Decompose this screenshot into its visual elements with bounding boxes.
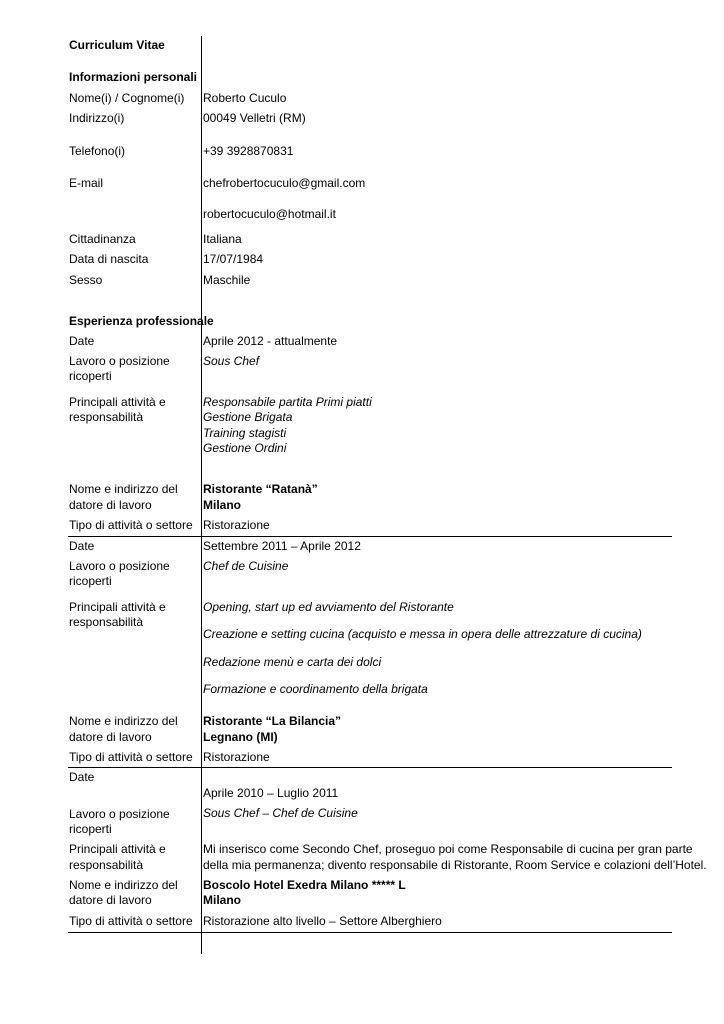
job3-activity: della mia permanenza; divento responsabile di Ristorante, Room Service e colazioni dell’Hotel. [203,858,707,872]
job1-date-label: Date [69,334,95,348]
email-value-1[interactable]: chefrobertocuculo@gmail.com [203,176,366,190]
job2-position-label-2: ricoperti [69,574,112,588]
sex-value: Maschile [203,273,251,287]
name-label: Nome(i) / Cognome(i) [69,91,185,105]
job1-position-label: Lavoro o posizione [69,354,170,368]
job3-sector-label: Tipo di attività o settore [69,914,193,928]
job-separator [68,932,672,933]
job1-employer-label-2: datore di lavoro [69,498,152,512]
job1-activity: Gestione Brigata [203,410,293,424]
job3-activities-label: Principali attività e [69,842,166,856]
column-divider [201,36,202,954]
experience-section-title: Esperienza professionale [69,314,214,328]
email-value-2[interactable]: robertocuculo@hotmail.it [203,207,336,221]
job1-activity: Training stagisti [203,426,287,440]
job2-activity: Redazione menù e carta dei dolci [203,655,382,669]
address-label: Indirizzo(i) [69,111,125,125]
job2-activity: Creazione e setting cucina (acquisto e messa in opera delle attrezzature di cucina) [203,627,642,641]
job1-activity: Responsabile partita Primi piatti [203,395,372,409]
job3-activities-label-2: responsabilità [69,858,144,872]
personal-section-title: Informazioni personali [69,70,198,84]
phone-value: +39 3928870831 [203,144,294,158]
job3-employer-label-2: datore di lavoro [69,893,152,907]
job2-date-label: Date [69,539,95,553]
citizenship-value: Italiana [203,232,242,246]
phone-label: Telefono(i) [69,144,126,158]
job1-activity: Gestione Ordini [203,441,287,455]
job3-employer-city: Milano [203,893,241,907]
job1-position-label-2: ricoperti [69,369,112,383]
job2-position-label: Lavoro o posizione [69,559,170,573]
job2-position: Chef de Cuisine [203,559,289,573]
job1-employer-name: Ristorante “Ratanà” [203,482,318,496]
job3-date-label: Date [69,770,95,784]
job-separator [68,536,672,537]
job3-employer-label: Nome e indirizzo del [69,878,178,892]
citizenship-label: Cittadinanza [69,232,136,246]
cv-title: Curriculum Vitae [69,38,165,52]
job3-position: Sous Chef – Chef de Cuisine [203,806,358,820]
job3-employer-name: Boscolo Hotel Exedra Milano ***** L [203,878,406,892]
job3-date: Aprile 2010 – Luglio 2011 [203,786,339,800]
job1-sector-label: Tipo di attività o settore [69,518,193,532]
birth-label: Data di nascita [69,252,149,266]
job-separator [68,767,672,768]
job1-activities-label: Principali attività e [69,395,166,409]
job2-activities-label-2: responsabilità [69,615,144,629]
address-value: 00049 Velletri (RM) [203,111,306,125]
job2-activity: Opening, start up ed avviamento del Ristorante [203,600,454,614]
job1-position: Sous Chef [203,354,260,368]
job1-date: Aprile 2012 - attualmente [203,334,338,348]
job2-employer-city: Legnano (MI) [203,730,278,744]
job1-sector: Ristorazione [203,518,270,532]
job3-position-label-2: ricoperti [69,822,112,836]
job2-employer-name: Ristorante “La Bilancia” [203,714,342,728]
job2-activities-label: Principali attività e [69,600,166,614]
job2-sector-label: Tipo di attività o settore [69,750,193,764]
job3-sector: Ristorazione alto livello – Settore Alberghiero [203,914,442,928]
job3-position-label: Lavoro o posizione [69,807,170,821]
job2-date: Settembre 2011 – Aprile 2012 [203,539,361,553]
job2-employer-label: Nome e indirizzo del [69,714,178,728]
job3-activity: Mi inserisco come Secondo Chef, proseguo poi come Responsabile di cucina per gran parte [203,842,693,856]
sex-label: Sesso [69,273,103,287]
birth-value: 17/07/1984 [203,252,264,266]
job2-activity: Formazione e coordinamento della brigata [203,682,428,696]
job2-sector: Ristorazione [203,750,270,764]
job1-employer-label: Nome e indirizzo del [69,482,178,496]
name-value: Roberto Cuculo [203,91,287,105]
job2-employer-label-2: datore di lavoro [69,730,152,744]
job1-activities-label-2: responsabilità [69,410,144,424]
job1-employer-city: Milano [203,498,241,512]
email-label: E-mail [69,176,104,190]
